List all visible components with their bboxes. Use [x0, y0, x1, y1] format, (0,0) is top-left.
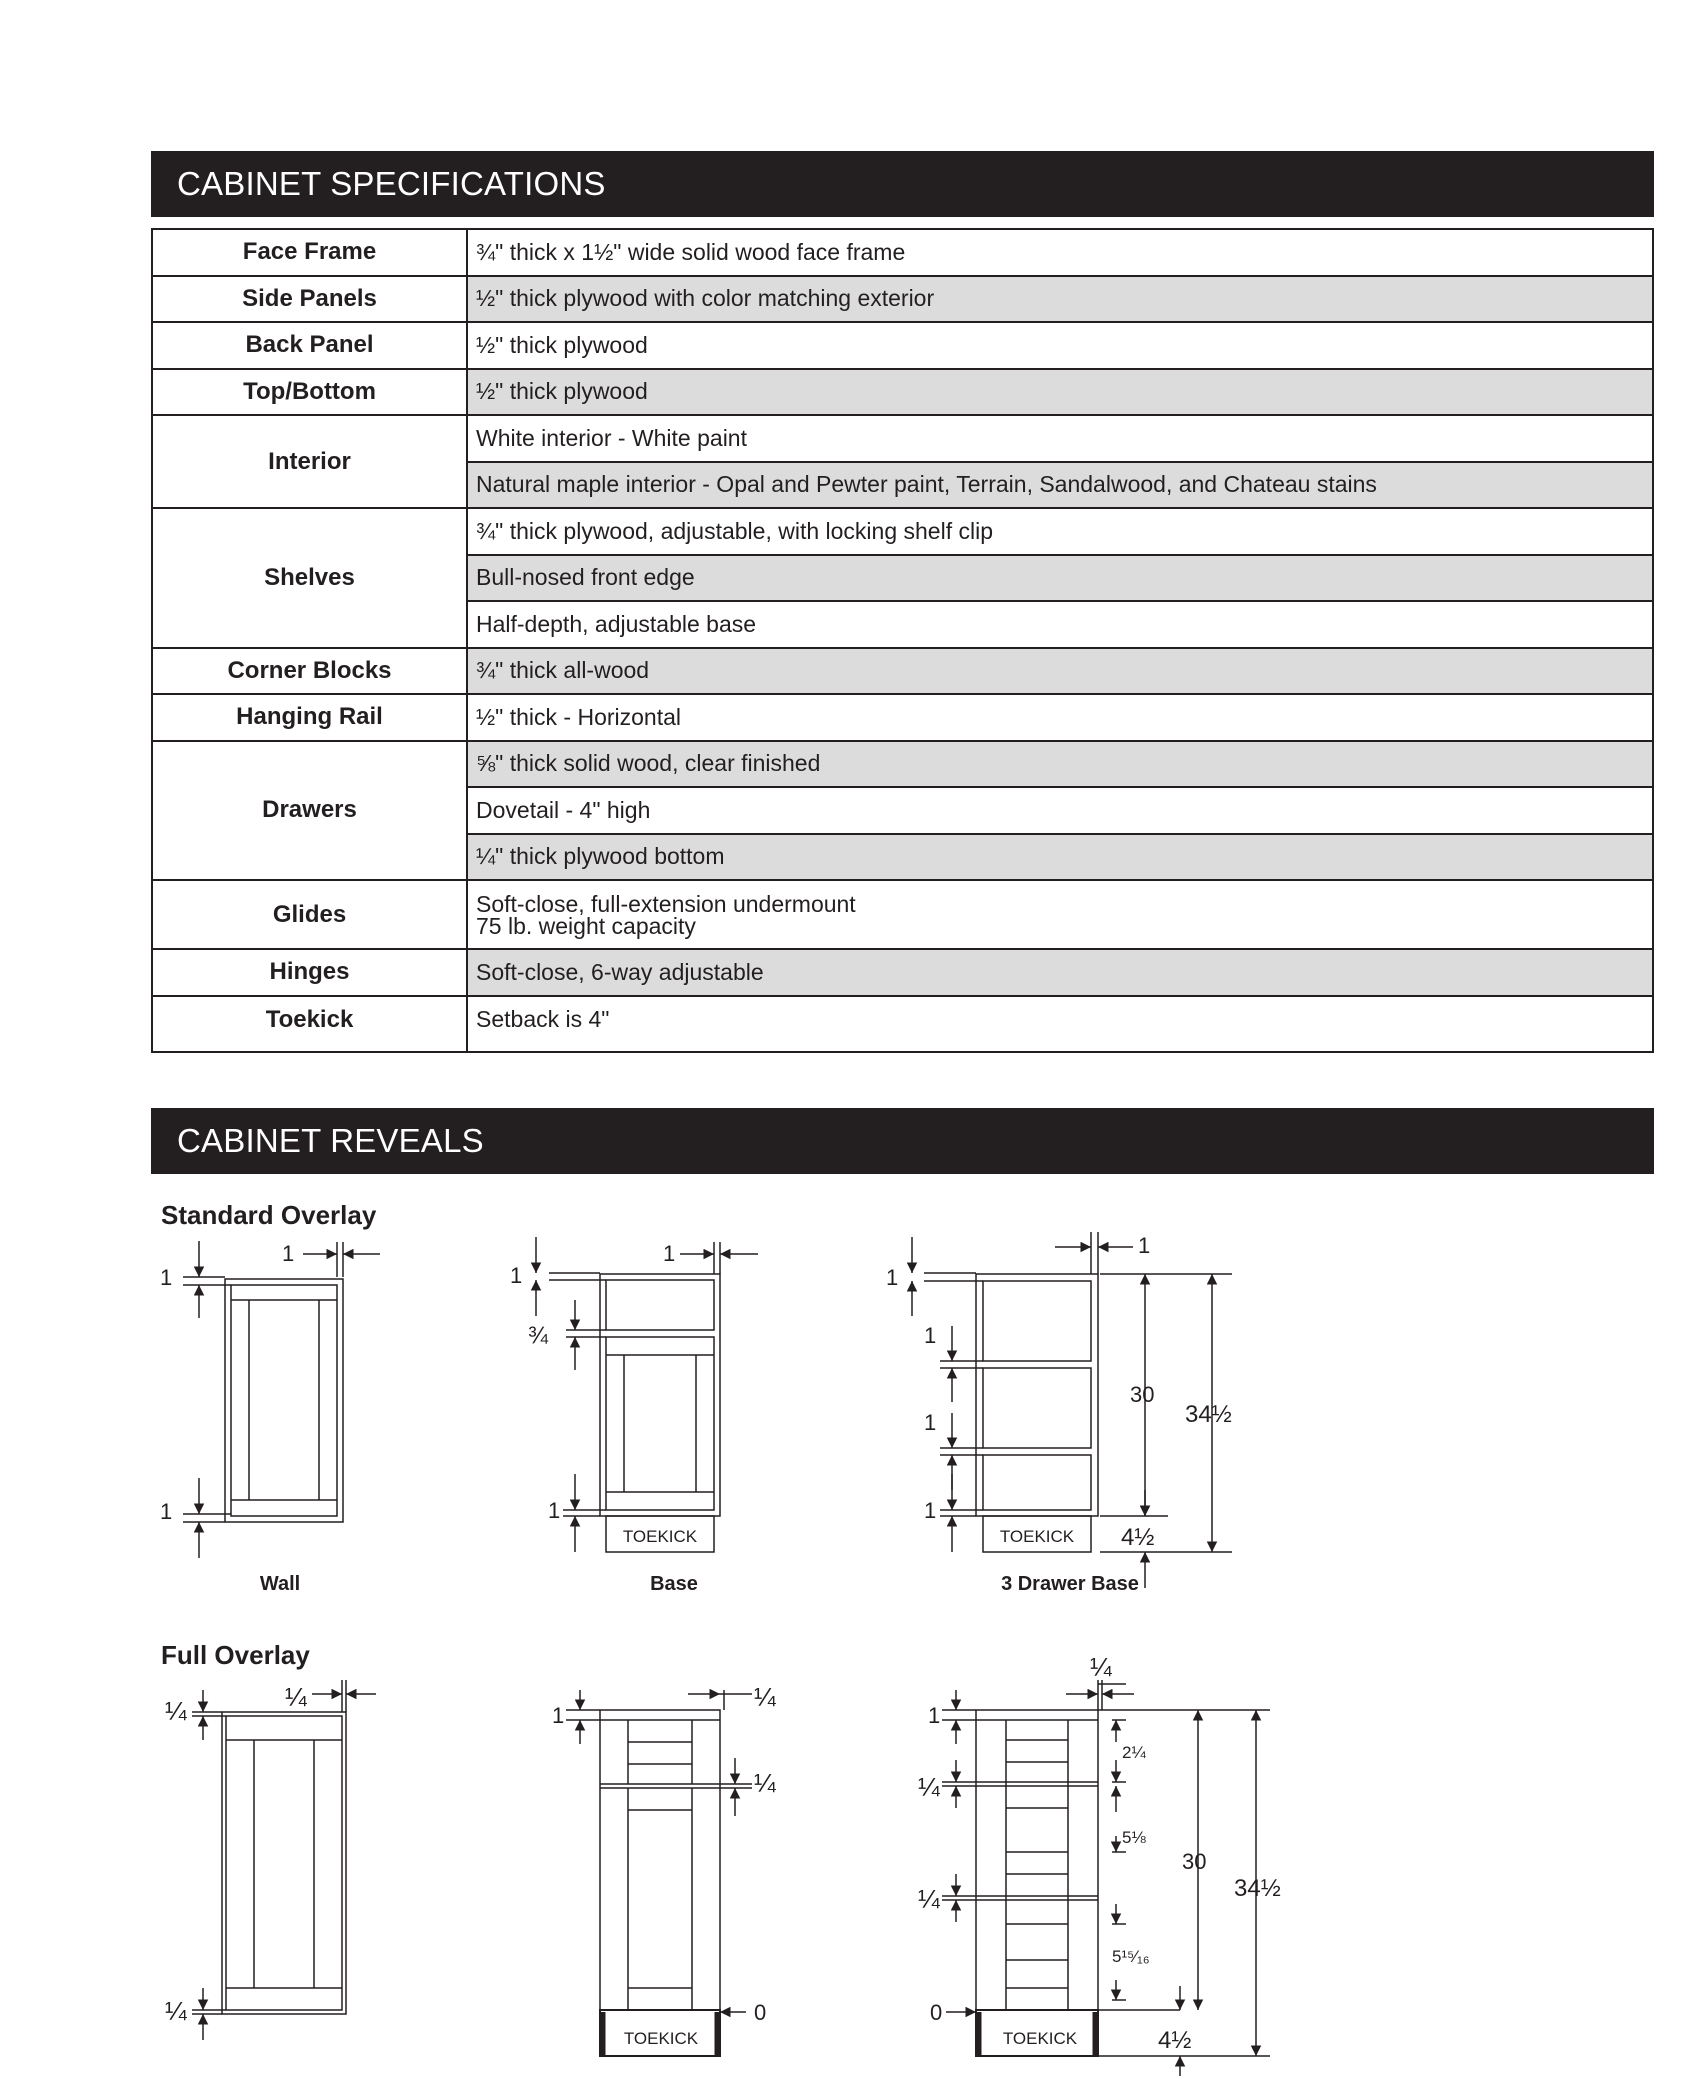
dim-label: ¾	[528, 1322, 549, 1349]
spec-value: ¾" thick x 1½" wide solid wood face frame	[467, 229, 1653, 276]
dim-label: 34½	[1234, 1875, 1281, 1902]
dim-label: ¼	[285, 1682, 307, 1712]
spec-label: Top/Bottom	[152, 369, 467, 416]
spec-value: ⅝" thick solid wood, clear finished	[467, 741, 1653, 788]
spec-value: White interior - White paint	[467, 415, 1653, 462]
spec-label: Interior	[152, 415, 467, 508]
spec-value: Bull-nosed front edge	[467, 555, 1653, 602]
dim-label: ¼	[165, 1696, 187, 1726]
dim-label: 1	[928, 1703, 941, 1728]
spec-value: ¾" thick plywood, adjustable, with locking shelf clip	[467, 508, 1653, 555]
spec-label: Glides	[152, 880, 467, 949]
spec-value: ½" thick plywood	[467, 322, 1653, 369]
full-wall-cabinet	[192, 1680, 376, 2040]
dim-label: 1	[552, 1703, 565, 1728]
spec-label: Side Panels	[152, 276, 467, 323]
dim-label: ¼	[754, 1682, 776, 1712]
full-base-cabinet	[566, 1690, 752, 2056]
spec-label: Face Frame	[152, 229, 467, 276]
figure-label-wall: Wall	[259, 1573, 301, 1595]
dim-label: 4½	[1158, 2027, 1192, 2054]
dim-label: 1	[548, 1498, 561, 1523]
dim-label: 30	[1182, 1849, 1207, 1874]
specs-header: CABINET SPECIFICATIONS	[151, 151, 1654, 217]
dim-label: ¼	[1090, 1652, 1112, 1682]
dim-label: 2¼	[1122, 1743, 1146, 1762]
dim-label: 1	[1138, 1233, 1151, 1258]
spec-label: Shelves	[152, 508, 467, 648]
spec-label: Toekick	[152, 996, 467, 1052]
dim-label: 1	[924, 1498, 937, 1523]
dim-label: 1	[510, 1263, 523, 1288]
toekick-label: TOEKICK	[1002, 2029, 1078, 2048]
spec-value: ¼" thick plywood bottom	[467, 834, 1653, 881]
dim-label: 1	[924, 1323, 937, 1348]
dim-label: 5⅛	[1122, 1828, 1146, 1847]
spec-value: ½" thick plywood	[467, 369, 1653, 416]
spec-label: Back Panel	[152, 322, 467, 369]
dim-label: 5¹⁵⁄₁₆	[1112, 1947, 1150, 1966]
dim-label: 1	[282, 1241, 295, 1266]
spec-value: ½" thick - Horizontal	[467, 694, 1653, 741]
dim-label: 30	[1130, 1382, 1155, 1407]
spec-value: Natural maple interior - Opal and Pewter paint, Terrain, Sandalwood, and Chateau stains	[467, 462, 1653, 509]
spec-value: Half-depth, adjustable base	[467, 601, 1653, 648]
spec-value: Soft-close, 6-way adjustable	[467, 949, 1653, 996]
dim-label: 1	[886, 1265, 899, 1290]
spec-value: ½" thick plywood with color matching exterior	[467, 276, 1653, 323]
figure-label-drawer-base: 3 Drawer Base	[1001, 1573, 1139, 1595]
dim-label: 1	[924, 1410, 937, 1435]
dim-label: 4½	[1121, 1524, 1155, 1551]
dim-label: ¼	[754, 1768, 776, 1798]
full-overlay-title: Full Overlay	[161, 1640, 310, 1670]
dim-label: 34½	[1185, 1401, 1232, 1428]
full-drawer-base-cabinet	[942, 1680, 1270, 2076]
spec-value: Dovetail - 4" high	[467, 787, 1653, 834]
spec-value-line: 75 lb. weight capacity	[476, 912, 696, 939]
spec-value: ¾" thick all-wood	[467, 648, 1653, 695]
figure-label-base: Base	[650, 1573, 698, 1595]
toekick-label: TOEKICK	[622, 1527, 698, 1546]
spec-label: Drawers	[152, 741, 467, 881]
reveals-header: CABINET REVEALS	[151, 1108, 1654, 1174]
spec-value: Setback is 4"	[467, 996, 1653, 1052]
dim-label: 1	[160, 1499, 173, 1524]
standard-overlay-title: Standard Overlay	[161, 1200, 377, 1230]
dim-label: ¼	[918, 1772, 940, 1802]
spec-label: Hinges	[152, 949, 467, 996]
dim-label: 0	[754, 2000, 767, 2025]
std-wall-cabinet	[183, 1241, 380, 1558]
dim-label: ¼	[918, 1884, 940, 1914]
dim-label: 1	[160, 1265, 173, 1290]
spec-label: Corner Blocks	[152, 648, 467, 695]
spec-value-line: Soft-close, full-extension undermount	[476, 890, 856, 917]
std-base-cabinet	[536, 1237, 758, 1552]
dim-label: ¼	[165, 1996, 187, 2026]
spec-label: Hanging Rail	[152, 694, 467, 741]
dim-label: 0	[930, 2000, 943, 2025]
toekick-label: TOEKICK	[623, 2029, 699, 2048]
dim-label: 1	[663, 1241, 676, 1266]
toekick-label: TOEKICK	[999, 1527, 1075, 1546]
